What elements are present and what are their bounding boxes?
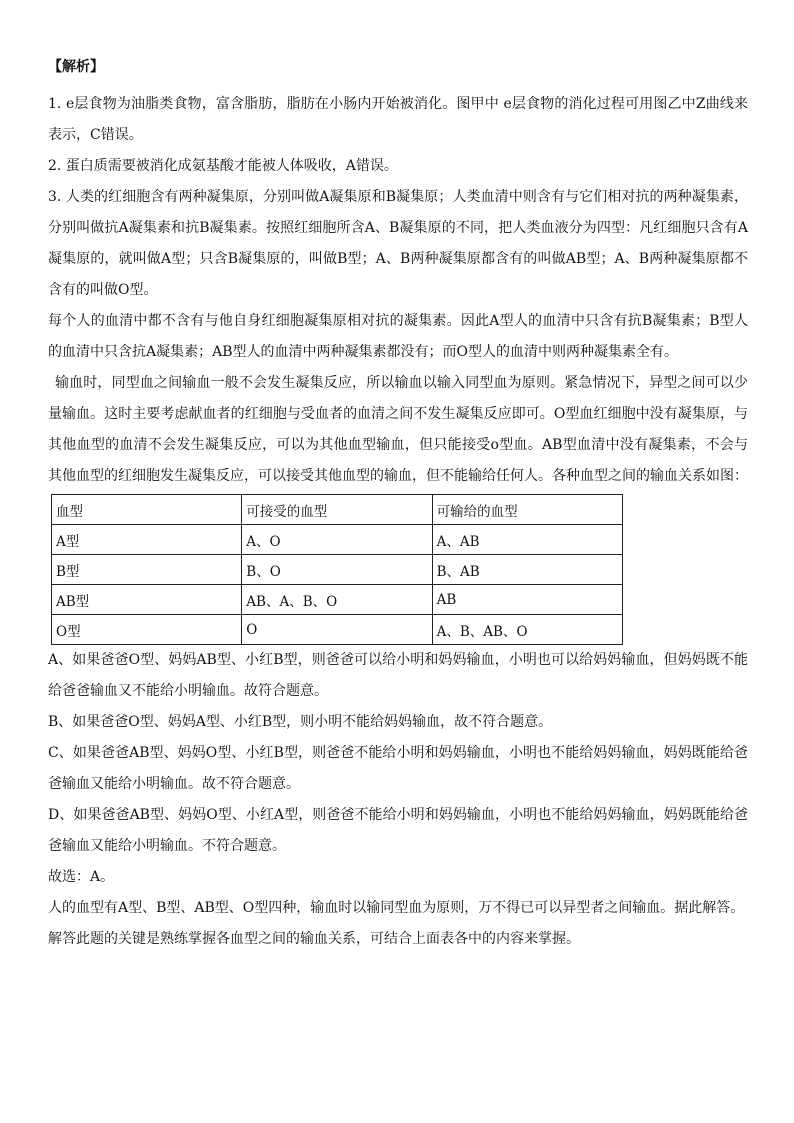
table-cell: A、B、AB、O (432, 615, 622, 645)
table-cell: AB型 (52, 585, 242, 615)
table-cell: A、O (242, 525, 432, 555)
table-header-cell: 可输给的血型 (432, 495, 622, 525)
table-cell: B型 (52, 555, 242, 585)
table-row (52, 615, 623, 645)
table-row (52, 585, 623, 615)
paragraph-5: 输血时，同型血之间输血一般不会发生凝集反应，所以输血以输入同型血为原则。紧急情况下，异型之间可以少量输血。这时主要考虑献血者的红细胞与受血者的血清之间不发生凝集反应即可。O型血红细胞中没有凝集原，与其他血型的血清不会发生凝集反应，可以为其他血型输血，但只能接受o型血。AB型血清中没有凝集素，不会与其他血型的红细胞发生凝集反应，可以接受其他血型的输血，但不能输给任何人。各种血型之间的输血关系如图： (48, 375, 748, 484)
table-cell: O型 (52, 615, 242, 645)
paragraph-1: 1. e层食物为油脂类食物，富含脂肪，脂肪在小肠内开始被消化。图甲中 e层食物的消化过程可用图乙中Z曲线来表示，C错误。 (48, 96, 748, 143)
table-cell: AB (432, 585, 622, 615)
table-header-cell: 血型 (52, 495, 242, 525)
table-cell: B、O (242, 555, 432, 585)
table-cell: B、AB (432, 555, 622, 585)
option-c-explanation: C、如果爸爸AB型、妈妈O型、小红B型，则爸爸不能给小明和妈妈输血，小明也不能给妈妈输血，妈妈既能给爸爸输血又能给小明输血。故不符合题意。 (48, 745, 748, 792)
table-header-cell: 可接受的血型 (242, 495, 432, 525)
blood-type-table (51, 494, 623, 645)
table-row (52, 525, 623, 555)
table-cell: O (242, 615, 432, 645)
analysis-content (48, 52, 748, 955)
analysis-heading: 【解析】 (48, 59, 104, 75)
summary-paragraph: 人的血型有A型、B型、AB型、O型四种，输血时以输同型血为原则，万不得已可以异型者之间输血。据此解答。 (48, 900, 745, 916)
option-d-explanation: D、如果爸爸AB型、妈妈O型、小红A型，则爸爸不能给小明和妈妈输血，小明也不能给妈妈输血，妈妈既能给爸爸输血又能给小明输血。不符合题意。 (48, 807, 748, 854)
option-b-explanation: B、如果爸爸O型、妈妈A型、小红B型，则小明不能给妈妈输血，故不符合题意。 (48, 714, 553, 730)
option-a-explanation: A、如果爸爸O型、妈妈AB型、小红B型，则爸爸可以给小明和妈妈输血，小明也可以给妈妈输血，但妈妈既不能给爸爸输血又不能给小明输血。故符合题意。 (48, 652, 748, 699)
answer-line: 故选：A。 (48, 869, 115, 885)
table-cell: A、AB (432, 525, 622, 555)
table-cell: AB、A、B、O (242, 585, 432, 615)
key-point-paragraph: 解答此题的关键是熟练掌握各血型之间的输血关系，可结合上面表各中的内容来掌握。 (48, 931, 580, 947)
table-row (52, 555, 623, 585)
paragraph-4: 每个人的血清中都不含有与他自身红细胞凝集原相对抗的凝集素。因此A型人的血清中只含有抗B凝集素；B型人的血清中只含抗A凝集素；AB型人的血清中两种凝集素都没有；而O型人的血清中则两种凝集素全有。 (48, 313, 748, 360)
table-cell: A型 (52, 525, 242, 555)
paragraph-2: 2. 蛋白质需要被消化成氨基酸才能被人体吸收，A错误。 (48, 158, 398, 174)
table-header-row (52, 495, 623, 525)
paragraph-3: 3. 人类的红细胞含有两种凝集原，分别叫做A凝集原和B凝集原；人类血清中则含有与它们相对抗的两种凝集素，分别叫做抗A凝集素和抗B凝集素。按照红细胞所含A、B凝集原的不同，把人类血液分为四型：凡红细胞只含有A凝集原的，就叫做A型；只含B凝集原的，叫做B型；A、B两种凝集原都含有的叫做AB型；A、B两种凝集原都不含有的叫做O型。 (48, 189, 748, 298)
